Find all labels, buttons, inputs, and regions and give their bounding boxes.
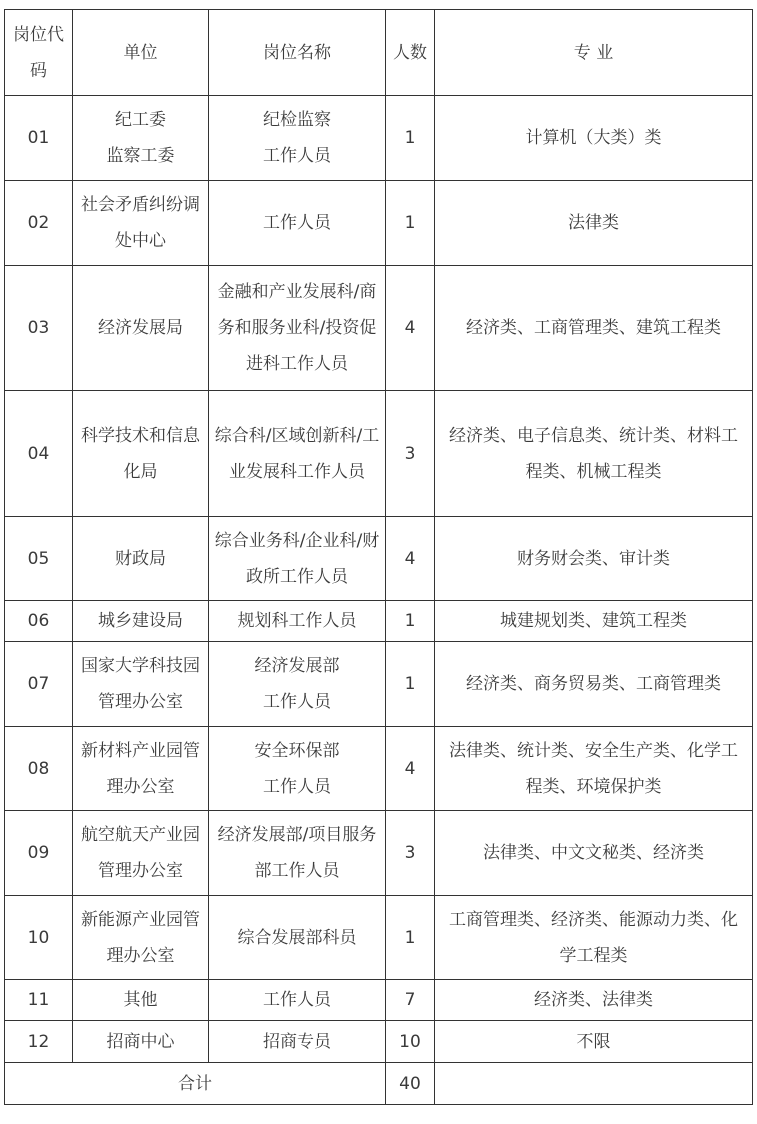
row-position: 经济发展部/项目服务部工作人员 [209,811,386,896]
row-unit: 纪工委 监察工委 [73,96,209,181]
header-count: 人数 [386,10,435,96]
row-code: 09 [5,811,73,896]
row-unit: 招商中心 [73,1021,209,1063]
row-unit: 新能源产业园管理办公室 [73,896,209,980]
row-count: 3 [386,811,435,896]
row-count: 10 [386,1021,435,1063]
table-row [5,391,753,517]
table-row [5,517,753,601]
row-count: 7 [386,980,435,1021]
total-label: 合计 [5,1063,386,1105]
recruitment-table [4,9,753,1105]
row-code: 03 [5,266,73,391]
row-position: 综合业务科/企业科/财政所工作人员 [209,517,386,601]
header-position: 岗位名称 [209,10,386,96]
row-unit: 科学技术和信息化局 [73,391,209,517]
row-position: 经济发展部 工作人员 [209,642,386,727]
row-unit: 经济发展局 [73,266,209,391]
table-row [5,601,753,642]
row-unit: 新材料产业园管理办公室 [73,727,209,811]
row-count: 3 [386,391,435,517]
header-major: 专 业 [435,10,753,96]
row-major: 法律类、统计类、安全生产类、化学工程类、环境保护类 [435,727,753,811]
row-code: 11 [5,980,73,1021]
row-major: 财务财会类、审计类 [435,517,753,601]
row-count: 1 [386,642,435,727]
row-unit: 国家大学科技园管理办公室 [73,642,209,727]
row-code: 08 [5,727,73,811]
total-count: 40 [386,1063,435,1105]
table-row [5,642,753,727]
table-row [5,96,753,181]
row-position: 规划科工作人员 [209,601,386,642]
row-unit: 城乡建设局 [73,601,209,642]
row-count: 1 [386,96,435,181]
row-major: 经济类、法律类 [435,980,753,1021]
table-row [5,727,753,811]
row-major: 工商管理类、经济类、能源动力类、化学工程类 [435,896,753,980]
table-row [5,266,753,391]
row-code: 06 [5,601,73,642]
row-count: 1 [386,601,435,642]
row-major: 经济类、商务贸易类、工商管理类 [435,642,753,727]
row-unit: 财政局 [73,517,209,601]
row-code: 07 [5,642,73,727]
row-code: 10 [5,896,73,980]
row-major: 计算机（大类）类 [435,96,753,181]
row-count: 4 [386,266,435,391]
row-count: 4 [386,727,435,811]
row-position: 工作人员 [209,181,386,266]
row-code: 04 [5,391,73,517]
table-row [5,811,753,896]
table-row [5,896,753,980]
row-unit: 其他 [73,980,209,1021]
row-count: 1 [386,896,435,980]
total-major [435,1063,753,1105]
row-major: 法律类 [435,181,753,266]
row-major: 经济类、电子信息类、统计类、材料工程类、机械工程类 [435,391,753,517]
row-major: 法律类、中文文秘类、经济类 [435,811,753,896]
total-row [5,1063,753,1105]
row-unit: 航空航天产业园管理办公室 [73,811,209,896]
header-unit: 单位 [73,10,209,96]
row-code: 12 [5,1021,73,1063]
row-unit: 社会矛盾纠纷调处中心 [73,181,209,266]
row-position: 工作人员 [209,980,386,1021]
row-code: 05 [5,517,73,601]
row-position: 招商专员 [209,1021,386,1063]
row-major: 经济类、工商管理类、建筑工程类 [435,266,753,391]
row-position: 综合科/区域创新科/工业发展科工作人员 [209,391,386,517]
row-count: 4 [386,517,435,601]
row-major: 不限 [435,1021,753,1063]
row-position: 纪检监察 工作人员 [209,96,386,181]
table-row [5,181,753,266]
row-position: 综合发展部科员 [209,896,386,980]
header-row [5,10,753,96]
row-major: 城建规划类、建筑工程类 [435,601,753,642]
row-code: 01 [5,96,73,181]
header-code: 岗位代码 [5,10,73,96]
row-position: 金融和产业发展科/商务和服务业科/投资促进科工作人员 [209,266,386,391]
row-code: 02 [5,181,73,266]
table-row [5,980,753,1021]
row-position: 安全环保部 工作人员 [209,727,386,811]
row-count: 1 [386,181,435,266]
table-row [5,1021,753,1063]
